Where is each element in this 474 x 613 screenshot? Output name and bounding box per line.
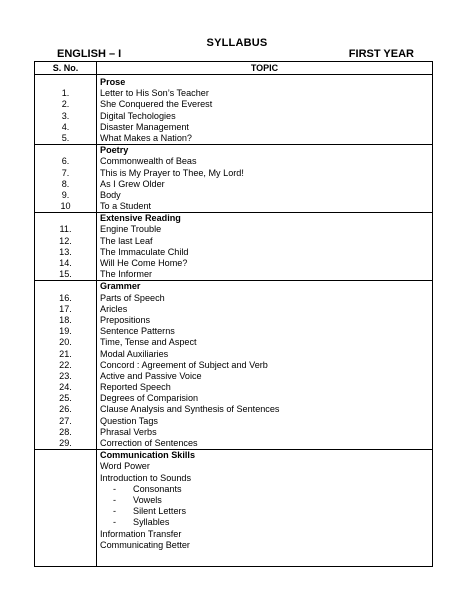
syllabus-table	[34, 61, 433, 567]
topic-item: Time, Tense and Aspect	[100, 337, 197, 348]
serial-number: 8.	[61, 178, 70, 189]
subheading-row	[57, 48, 414, 62]
topic-item: The Informer	[100, 269, 153, 280]
topic-item: Clause Analysis and Synthesis of Sentences	[100, 404, 280, 415]
topic-cell	[97, 213, 433, 281]
topic-item: Word Power	[100, 461, 150, 472]
serial-number: 10	[60, 201, 71, 212]
serial-number: 11.	[59, 224, 72, 235]
dash-bullet: -	[113, 517, 117, 528]
topic-item: Question Tags	[100, 415, 158, 426]
topic-item: Aricles	[100, 303, 128, 314]
serial-number: 16.	[59, 292, 72, 303]
column-header-topic: TOPIC	[97, 62, 433, 75]
sno-cell	[35, 75, 97, 145]
topic-item: Correction of Sentences	[100, 438, 198, 448]
section-poetry	[35, 145, 433, 213]
section-prose	[35, 75, 433, 145]
serial-number: 15.	[59, 269, 72, 280]
serial-number: 19.	[59, 326, 72, 337]
topic-item: Reported Speech	[100, 382, 171, 393]
dash-bullet: -	[113, 506, 117, 517]
dash-bullet: -	[113, 483, 117, 494]
serial-number: 2.	[61, 99, 70, 110]
serial-number: 22.	[59, 359, 72, 370]
sub-item-label: Silent Letters	[133, 506, 187, 517]
dash-bullet: -	[113, 494, 117, 505]
serial-number: 5.	[61, 132, 70, 143]
serial-number: 4.	[61, 121, 70, 132]
sno-cell	[35, 145, 97, 213]
serial-number: 28.	[59, 426, 72, 437]
topic-item: Degrees of Comparision	[100, 393, 199, 404]
sub-item	[97, 506, 432, 517]
sub-item	[97, 495, 432, 506]
topic-item: Sentence Patterns	[100, 326, 175, 337]
table-header-row	[35, 62, 433, 75]
serial-number: 9.	[61, 189, 70, 200]
serial-number: 6.	[61, 156, 70, 167]
topic-item: Disaster Management	[100, 121, 189, 132]
serial-number: 29.	[59, 438, 72, 448]
topic-item: The Immaculate Child	[100, 246, 189, 257]
serial-number: 12.	[59, 235, 72, 246]
serial-number: 21.	[59, 348, 72, 359]
sno-cell-empty	[35, 450, 97, 567]
topic-item: To a Student	[100, 201, 152, 212]
section-heading: Grammer	[100, 281, 141, 292]
topic-cell	[97, 145, 433, 213]
serial-number: 17.	[59, 303, 72, 314]
topic-item: Prepositions	[100, 314, 151, 325]
topic-item: What Makes a Nation?	[100, 132, 192, 143]
sub-item-label: Vowels	[133, 494, 162, 505]
section-grammer	[35, 281, 433, 450]
sno-cell	[35, 281, 97, 450]
column-header-sno: S. No.	[35, 62, 97, 75]
serial-number: 24.	[59, 382, 72, 393]
topic-item: Communicating Better	[100, 539, 190, 550]
sno-cell	[35, 213, 97, 281]
topic-item: Concord : Agreement of Subject and Verb	[100, 359, 268, 370]
topic-item: Letter to His Son’s Teacher	[100, 88, 209, 99]
topic-item: This is My Prayer to Thee, My Lord!	[100, 167, 244, 178]
document-title: SYLLABUS	[206, 37, 268, 49]
section-heading: Prose	[100, 77, 126, 87]
topic-item: Phrasal Verbs	[100, 426, 157, 437]
sub-item-label: Syllables	[133, 517, 170, 528]
topic-item: Body	[100, 189, 121, 200]
sub-item-label: Consonants	[133, 483, 182, 494]
topic-cell	[97, 450, 433, 567]
serial-number: 27.	[59, 415, 72, 426]
serial-number: 20.	[59, 337, 72, 348]
serial-number: 18.	[59, 314, 72, 325]
topic-item: She Conquered the Everest	[100, 99, 213, 110]
serial-number: 3.	[61, 110, 70, 121]
section-communication-skills	[35, 450, 433, 567]
serial-number: 13.	[59, 246, 72, 257]
topic-item: Modal Auxiliaries	[100, 348, 169, 359]
topic-item: Digital Techologies	[100, 110, 176, 121]
topic-item: Active and Passive Voice	[100, 370, 202, 381]
serial-number: 26.	[59, 404, 72, 415]
serial-number: 23.	[59, 370, 72, 381]
section-heading: Extensive Reading	[100, 213, 181, 224]
serial-number: 7.	[61, 167, 70, 178]
section-heading: Communication Skills	[100, 450, 195, 461]
topic-cell	[97, 281, 433, 450]
topic-item: Introduction to Sounds	[100, 472, 191, 483]
topic-item: The last Leaf	[100, 235, 153, 246]
topic-item: Will He Come Home?	[100, 258, 188, 268]
topic-item: As I Grew Older	[100, 178, 165, 189]
subject-label: ENGLISH – I	[57, 48, 122, 60]
year-label: FIRST YEAR	[348, 48, 414, 60]
section-extensive-reading	[35, 213, 433, 281]
serial-number: 1.	[61, 88, 70, 99]
topic-item: Parts of Speech	[100, 292, 165, 303]
serial-number: 25.	[59, 393, 72, 404]
sub-item	[97, 484, 432, 495]
topic-cell	[97, 75, 433, 145]
topic-item: Commonwealth of Beas	[100, 156, 197, 167]
sub-item	[97, 517, 432, 528]
serial-number: 14.	[59, 258, 72, 268]
topic-item: Information Transfer	[100, 528, 182, 539]
section-heading: Poetry	[100, 145, 129, 156]
topic-item: Engine Trouble	[100, 224, 162, 235]
